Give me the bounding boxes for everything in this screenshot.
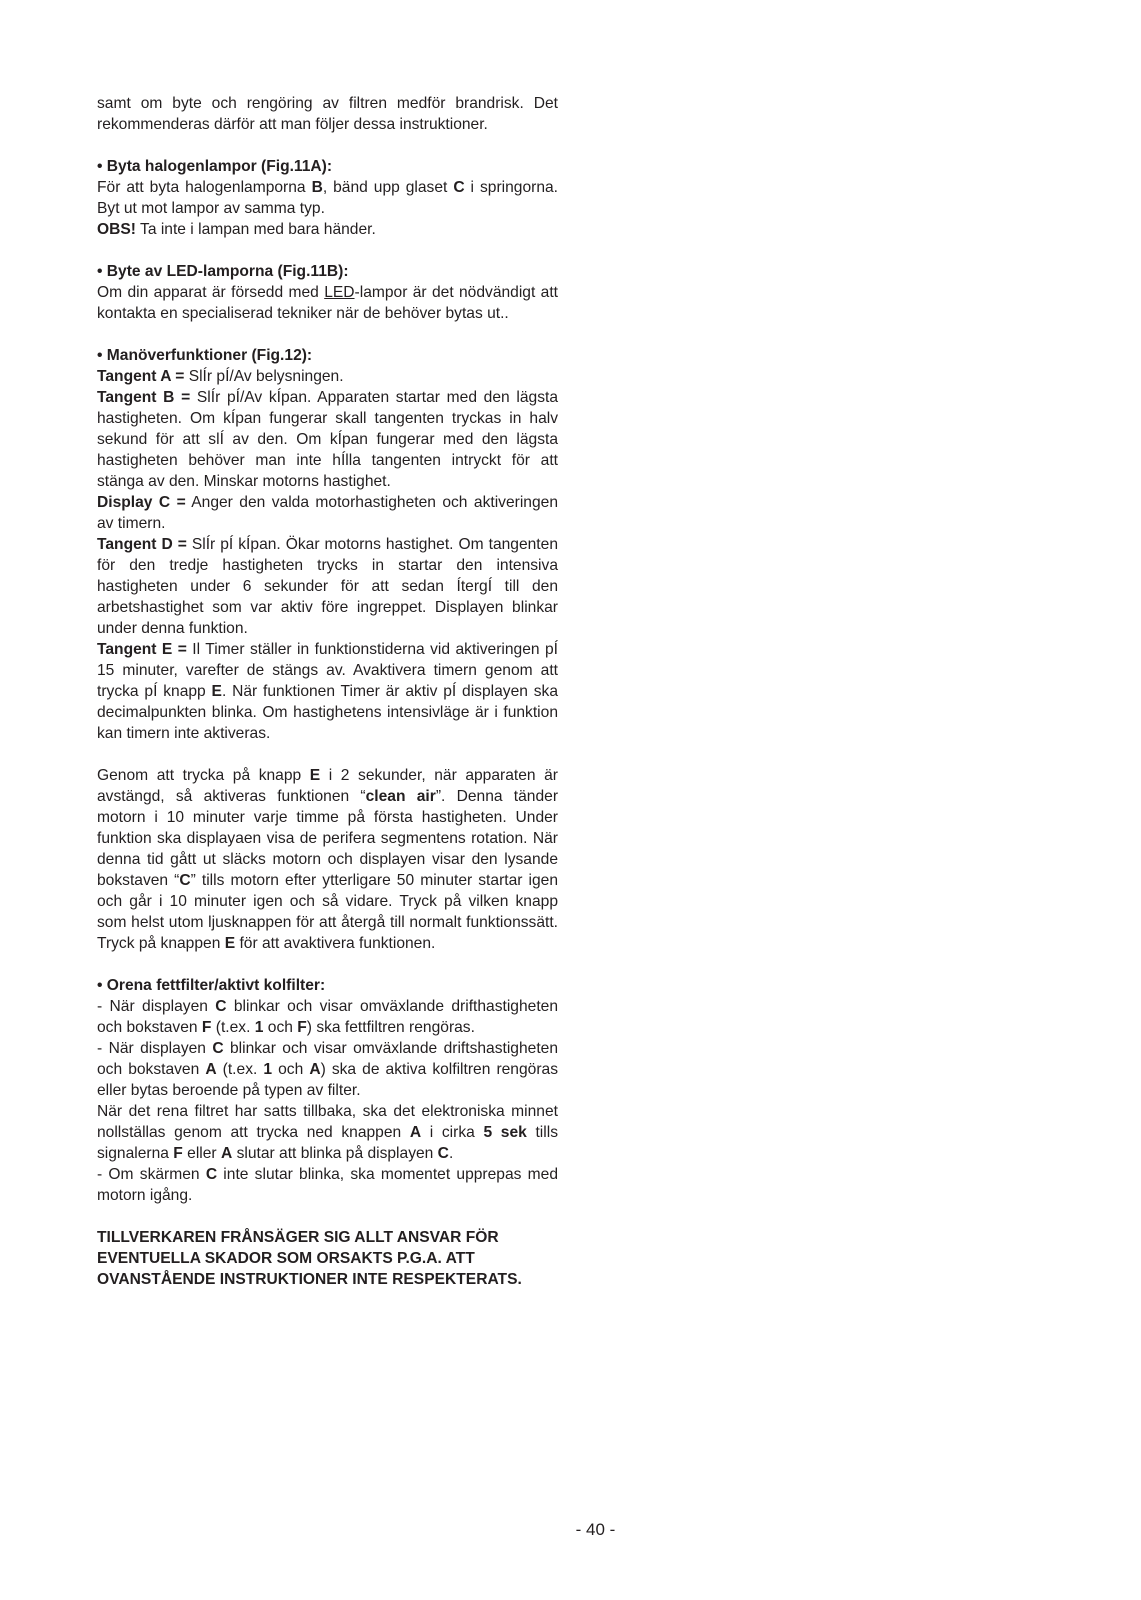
halogen-text: För att byta halogenlamporna B, bänd upp glaset C i springorna. Byt ut mot lampor av samma typ. (97, 179, 558, 217)
led-underlined-word: LED (324, 284, 355, 301)
key-b-description: Tangent B = SlÍr pÍ/Av kÍpan. Apparaten startar med den lägsta hastigheten. Om kÍpan fungerar skall tangenten tryckas in halv sekund för att slÍ av den. Om kÍpan fungerar med den lägsta hastigheten behöver man inte hÍlla tangenten intryckt för att stänga av den. Minskar motorns hastighet. (97, 389, 558, 490)
obs-label: OBS! (97, 221, 136, 238)
display-c-description: Display C = Anger den valda motorhastigheten och aktiveringen av timern. (97, 494, 558, 532)
intro-paragraph: samt om byte och rengöring av filtren medför brandrisk. Det rekommenderas därför att man följer dessa instruktioner. (97, 95, 558, 133)
halogen-heading: • Byta halogenlampor (Fig.11A): (97, 158, 333, 175)
text-column (97, 93, 558, 1290)
filters-section (97, 975, 558, 1206)
carbon-filter-text: - När displayen C blinkar och visar omväxlande driftshastigheten och bokstaven A (t.ex. 1 och A) ska de aktiva kolfiltren rengöras eller bytas beroende på typen av filter. (97, 1040, 559, 1099)
filters-heading: • Orena fettfilter/aktivt kolfilter: (97, 977, 326, 994)
disclaimer: TILLVERKAREN FRÅNSÄGER SIG ALLT ANSVAR FÖR EVENTUELLA SKADOR SOM ORSAKTS P.G.A. ATT OVANSTÅENDE INSTRUKTIONER INTE RESPEKTERATS. (97, 1229, 522, 1288)
controls-heading: • Manöverfunktioner (Fig.12): (97, 347, 313, 364)
led-heading: • Byte av LED-lamporna (Fig.11B): (97, 263, 349, 280)
controls-section (97, 345, 558, 744)
repeat-text: - Om skärmen C inte slutar blinka, ska momentet upprepas med motorn igång. (97, 1166, 559, 1204)
clean-air-paragraph: Genom att trycka på knapp E i 2 sekunder, när apparaten är avstängd, så aktiveras funktionen “clean air”. Denna tänder motorn i 10 minuter varje timme på första hastigheten. Under funktion ska displayaen visa de perifera segmentens rotation. När denna tid gått ut släcks motorn och displayen visar den lysande bokstaven “C” tills motorn efter ytterligare 50 minuter startar igen och går i 10 minuter igen och så vidare. Tryck på vilken knapp som helst utom ljusknappen för att återgå till normalt funktionssätt. Tryck på knappen E för att avaktivera funktionen. (97, 767, 559, 952)
memory-reset-text: När det rena filtret har satts tillbaka, ska det elektroniska minnet nollställas genom att trycka ned knappen A i cirka 5 sek tills signalerna F eller A slutar att blinka på displayen C. (97, 1103, 558, 1162)
halogen-section (97, 156, 558, 240)
page-number: - 40 - (575, 1520, 616, 1539)
led-section (97, 261, 558, 324)
key-a-description: Tangent A = SlÍr pÍ/Av belysningen. (97, 368, 344, 385)
halogen-obs: OBS! Ta inte i lampan med bara händer. (97, 221, 376, 238)
led-text: Om din apparat är försedd med LED-lampor är det nödvändigt att kontakta en specialiserad tekniker när de behöver bytas ut.. (97, 284, 558, 322)
grease-filter-text: - När displayen C blinkar och visar omväxlande drifthastigheten och bokstaven F (t.ex. 1 och F) ska fettfiltren rengöras. (97, 998, 559, 1036)
key-d-description: Tangent D = SlÍr pÍ kÍpan. Ökar motorns hastighet. Om tangenten för den tredje hastigheten trycks in startar den intensiva hastigheten under 6 sekunder för att sedan ÍtergÍ till den arbetshastighet som var aktiv före ingreppet. Displayen blinkar under denna funktion. (97, 536, 558, 637)
key-e-description: Tangent E = Il Timer ställer in funktionstiderna vid aktiveringen pÍ 15 minuter, varefter de stängs av. Avaktivera timern genom att trycka pÍ knapp E. När funktionen Timer är aktiv pÍ displayen ska decimalpunkten blinka. Om hastighetens intensivläge är i funktion kan timern inte aktiveras. (97, 641, 559, 742)
